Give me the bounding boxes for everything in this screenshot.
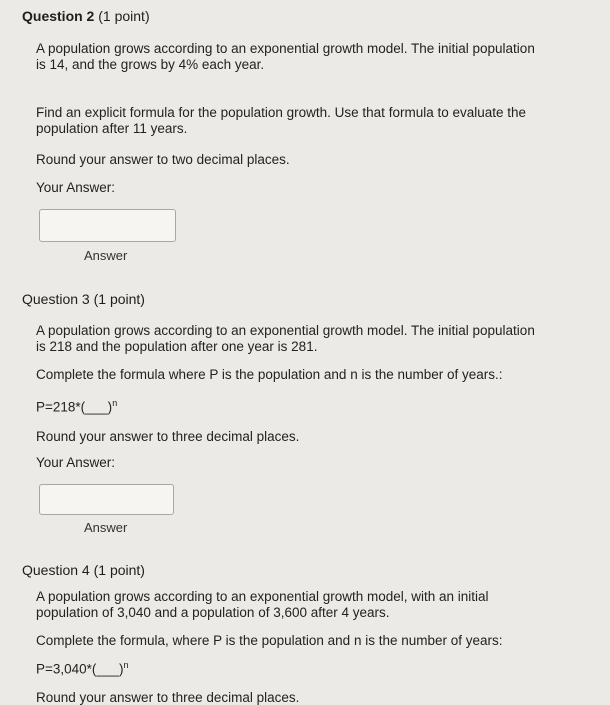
question-2-points: (1 point) — [98, 8, 150, 24]
question-2-your-answer-label: Your Answer: — [36, 180, 116, 195]
question-2-prompt-line1: A population grows according to an exponential growth model. The initial population — [36, 41, 535, 56]
question-4-formula-text: P=3,040*(___) — [36, 661, 124, 677]
question-4-heading — [22, 562, 145, 578]
question-2-heading — [22, 8, 150, 24]
question-3-heading — [22, 291, 145, 307]
question-3-answer-label: Answer — [84, 520, 128, 535]
question-3-rounding: Round your answer to three decimal places. — [36, 429, 300, 444]
question-4-prompt-line2: population of 3,040 and a population of 3,600 after 4 years. — [36, 605, 390, 620]
question-3-formula-exponent: n — [112, 398, 118, 408]
question-4-prompt-line1: A population grows according to an exponential growth model, with an initial — [36, 589, 489, 604]
question-2-instruction-line2: population after 11 years. — [36, 121, 188, 136]
question-3-prompt-line2: is 218 and the population after one year is 281. — [36, 339, 318, 354]
question-3-instruction: Complete the formula where P is the population and n is the number of years.: — [36, 367, 503, 382]
question-2-answer-input[interactable] — [39, 209, 176, 242]
question-4-instruction: Complete the formula, where P is the population and n is the number of years: — [36, 633, 503, 648]
question-4-title: Question 4 — [22, 562, 90, 578]
question-3-formula-text: P=218*(___) — [36, 399, 113, 415]
question-2-answer-label: Answer — [84, 248, 128, 263]
question-2-rounding: Round your answer to two decimal places. — [36, 152, 290, 167]
question-2-title: Question 2 — [22, 8, 95, 24]
question-4-points: (1 point) — [93, 562, 145, 578]
question-3-your-answer-label: Your Answer: — [36, 455, 116, 470]
question-3-prompt-line1: A population grows according to an exponential growth model. The initial population — [36, 323, 535, 338]
question-2-prompt-line2: is 14, and the grows by 4% each year. — [36, 57, 265, 72]
question-2-instruction-line1: Find an explicit formula for the population growth. Use that formula to evaluate the — [36, 105, 527, 120]
question-3-formula — [36, 398, 117, 415]
question-4-formula-exponent: n — [123, 660, 129, 670]
question-4-formula — [36, 660, 128, 677]
question-3-answer-input[interactable] — [39, 484, 174, 515]
question-4-rounding: Round your answer to three decimal places. — [36, 690, 300, 705]
question-3-title: Question 3 — [22, 291, 90, 307]
question-3-points: (1 point) — [93, 291, 145, 307]
